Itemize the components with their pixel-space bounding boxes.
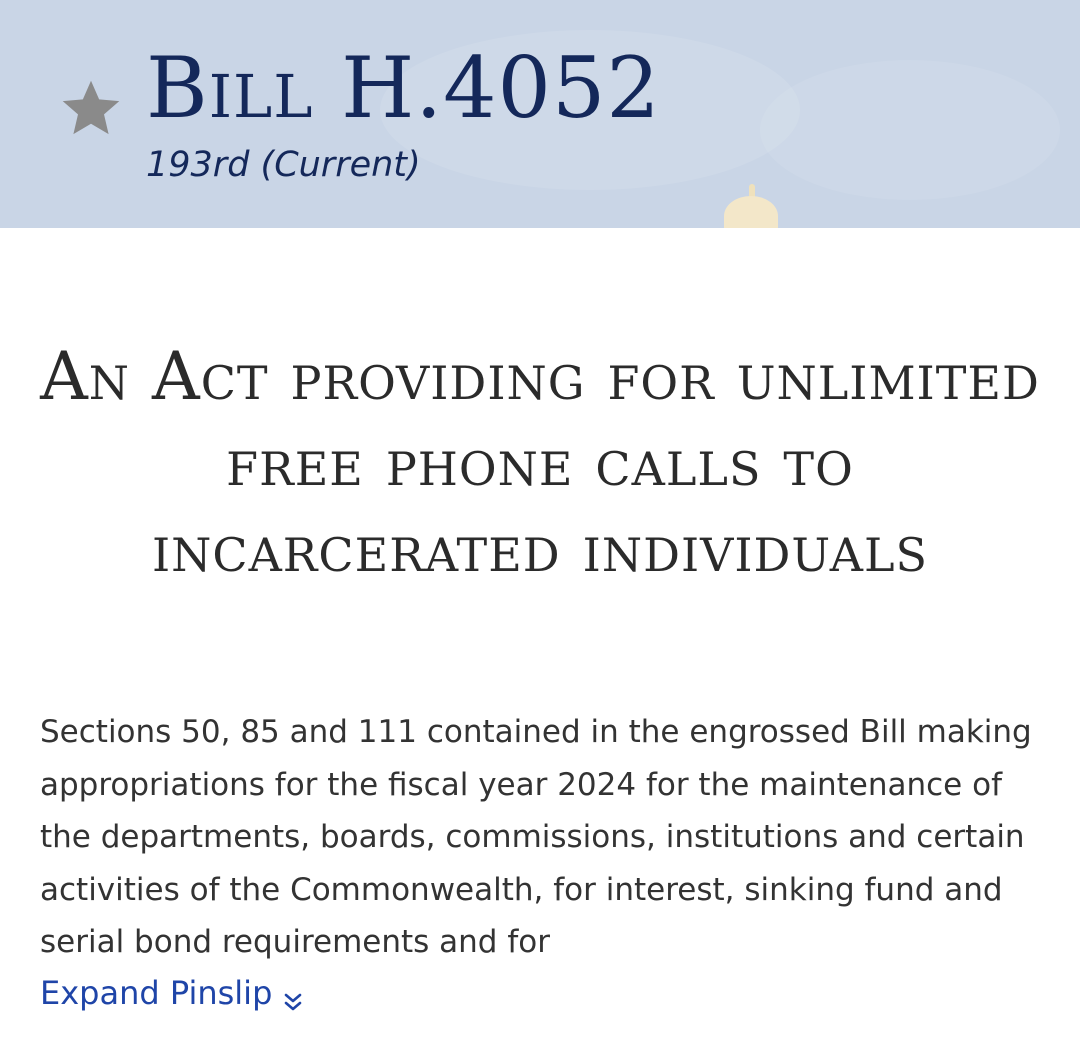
star-icon[interactable] xyxy=(58,76,124,140)
banner-background-cloud xyxy=(760,60,1060,200)
bill-summary: Sections 50, 85 and 111 contained in the engrossed Bill making appropriations for the fiscal year 2024 for the maintenance of the departments, boards, commissions, institutions and certain activities of the Commonwealth, for interest, sinking fund and serial bond requirements and for xyxy=(40,714,1032,960)
act-title: An Act providing for unlimited free phone calls to incarcerated individuals xyxy=(40,338,1040,587)
statehouse-dome-image xyxy=(724,196,778,228)
session-label: 193rd (Current) xyxy=(146,145,421,185)
expand-pinslip-label: Expand Pinslip xyxy=(40,974,273,1012)
expand-pinslip-link[interactable] xyxy=(40,970,304,1016)
bill-number: H.4052 xyxy=(341,39,661,137)
bill-prefix: Bill xyxy=(146,39,314,137)
bill-title xyxy=(146,38,661,138)
bill-header-banner xyxy=(0,0,1080,228)
double-chevron-down-icon xyxy=(282,981,304,1005)
